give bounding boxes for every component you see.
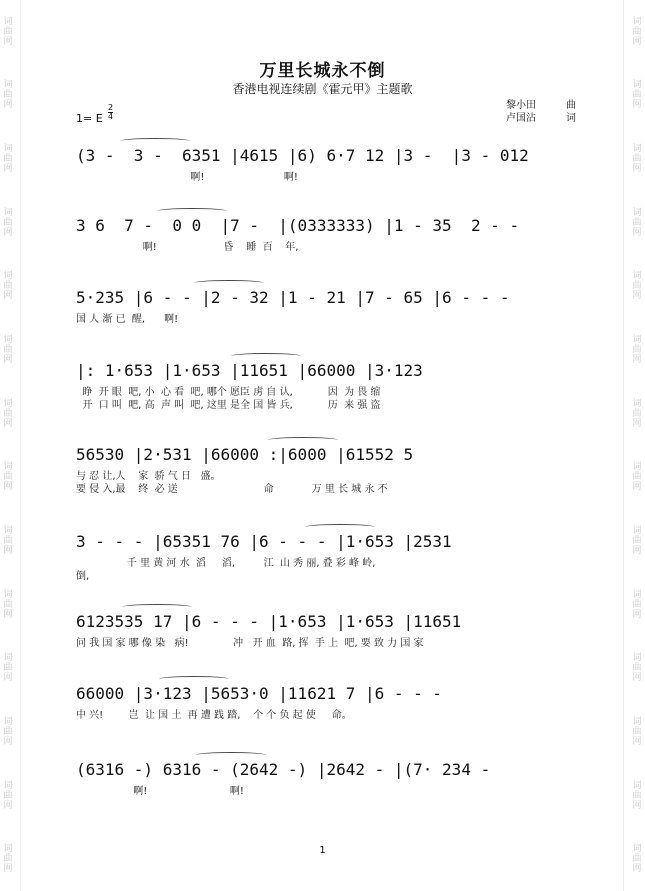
notation-line: 6123535 17 |6 - - - |1·653 |1·653 |11651 <box>76 612 462 631</box>
watermark-char: 网 <box>632 100 642 111</box>
notation-line: 66000 |3·123 |5653·0 |11621 7 |6 - - - <box>76 684 443 703</box>
watermark-char: 网 <box>632 609 642 620</box>
watermark-char: 曲 <box>632 217 642 228</box>
watermark-group <box>3 462 12 492</box>
notation-line: 3 6 7 - 0 0 |7 - |(0333333) |1 - 35 2 - - <box>76 216 520 235</box>
notation-line: 56530 |2·531 |66000 :|6000 |61552 5 <box>76 445 414 464</box>
watermark-char: 词 <box>632 271 642 282</box>
watermark-char: 曲 <box>632 281 642 292</box>
song-title: 万里长城永不倒 <box>259 61 386 81</box>
watermark-char: 词 <box>632 144 642 155</box>
watermark-char: 网 <box>3 355 13 366</box>
watermark-char: 网 <box>3 482 13 493</box>
notation-line: (3 - 3 - 6351 |4615 |6) 6·7 12 |3 - |3 - 012 <box>76 146 529 165</box>
watermark-group <box>632 399 641 429</box>
time-signature-denominator: 4 <box>108 112 114 121</box>
watermark-char: 网 <box>3 227 13 238</box>
watermark-group <box>3 590 12 620</box>
watermark-left <box>0 0 16 891</box>
watermark-char: 网 <box>3 609 13 620</box>
lyric-line: 与 忍 让,人 家 骄 气 日 盛。 <box>76 471 221 482</box>
watermark-char: 词 <box>632 398 642 409</box>
watermark-char: 词 <box>632 525 642 536</box>
watermark-char: 网 <box>3 673 13 684</box>
watermark-group <box>632 335 641 365</box>
watermark-char: 网 <box>632 736 642 747</box>
notation-line: 3 - - - |65351 76 |6 - - - |1·653 |2531 <box>76 532 452 551</box>
lyricist-credit <box>506 112 576 125</box>
watermark-char: 网 <box>3 864 13 875</box>
watermark-char: 曲 <box>632 790 642 801</box>
watermark-char: 词 <box>3 144 13 155</box>
watermark-char: 曲 <box>632 854 642 865</box>
watermark-group <box>3 526 12 556</box>
watermark-char: 词 <box>3 335 13 346</box>
watermark-char: 曲 <box>632 26 642 37</box>
watermark-char: 曲 <box>3 790 13 801</box>
watermark-char: 词 <box>3 80 13 91</box>
watermark-char: 网 <box>3 100 13 111</box>
watermark-char: 词 <box>632 780 642 791</box>
watermark-char: 网 <box>632 291 642 302</box>
slur-mark <box>122 604 192 610</box>
watermark-char: 网 <box>632 36 642 47</box>
watermark-char: 词 <box>632 844 642 855</box>
watermark-char: 词 <box>632 335 642 346</box>
composer-name: 黎小田 <box>506 100 536 111</box>
watermark-char: 网 <box>632 355 642 366</box>
watermark-group <box>3 335 12 365</box>
watermark-group <box>632 17 641 47</box>
song-subtitle: 香港电视连续剧《霍元甲》主题歌 <box>232 82 413 96</box>
lyric-line: 啊! 啊! <box>76 172 298 183</box>
watermark-char: 曲 <box>3 726 13 737</box>
watermark-char: 曲 <box>3 408 13 419</box>
watermark-char: 曲 <box>3 281 13 292</box>
slur-mark <box>194 280 264 286</box>
slur-mark <box>120 138 190 144</box>
lyric-line: 睁 开 眼 吧, 小 心 看 吧, 哪个 愿臣 虏 自 认, 因 为 畏 缩 <box>76 387 381 398</box>
lyric-line: 倒, <box>76 571 90 582</box>
watermark-group <box>632 271 641 301</box>
watermark-char: 网 <box>632 227 642 238</box>
watermark-char: 网 <box>632 673 642 684</box>
watermark-char: 网 <box>632 164 642 175</box>
composer-credit <box>506 99 576 112</box>
lyric-line: 啊! 啊! <box>76 786 244 797</box>
watermark-char: 曲 <box>632 599 642 610</box>
watermark-char: 网 <box>3 164 13 175</box>
lyric-line: 问 我 国 家 哪 像 染 病! 冲 开 血 路, 挥 手 上 吧, 要 致 力 国 家 <box>76 638 424 649</box>
watermark-char: 网 <box>3 800 13 811</box>
watermark-char: 曲 <box>632 726 642 737</box>
watermark-char: 曲 <box>632 345 642 356</box>
watermark-group <box>632 590 641 620</box>
lyric-line: 国 人 渐 已 醒, 啊! <box>76 314 179 325</box>
slur-mark <box>159 676 229 682</box>
watermark-char: 词 <box>632 16 642 27</box>
watermark-char: 网 <box>632 800 642 811</box>
watermark-group <box>632 526 641 556</box>
watermark-right <box>629 0 645 891</box>
watermark-char: 曲 <box>3 90 13 101</box>
watermark-char: 网 <box>632 418 642 429</box>
watermark-char: 网 <box>3 291 13 302</box>
watermark-char: 曲 <box>3 345 13 356</box>
watermark-char: 曲 <box>3 599 13 610</box>
watermark-char: 词 <box>3 462 13 473</box>
watermark-char: 网 <box>3 418 13 429</box>
watermark-char: 词 <box>3 716 13 727</box>
watermark-char: 词 <box>632 207 642 218</box>
watermark-char: 词 <box>632 653 642 664</box>
watermark-char: 曲 <box>632 535 642 546</box>
watermark-char: 网 <box>632 864 642 875</box>
watermark-char: 词 <box>3 271 13 282</box>
watermark-group <box>3 781 12 811</box>
key-signature: 1= E <box>76 112 103 125</box>
watermark-group <box>3 717 12 747</box>
watermark-group <box>3 399 12 429</box>
notation-line: (6316 -) 6316 - (2642 -) |2642 - |(7· 234 - <box>76 760 491 779</box>
watermark-char: 网 <box>3 736 13 747</box>
watermark-char: 曲 <box>3 26 13 37</box>
watermark-char: 词 <box>3 525 13 536</box>
lyric-line: 啊! 昏 睡 百 年, <box>76 242 299 253</box>
slur-mark <box>268 437 338 443</box>
credits <box>506 99 576 125</box>
watermark-char: 词 <box>3 398 13 409</box>
watermark-char: 曲 <box>3 154 13 165</box>
watermark-char: 网 <box>3 36 13 47</box>
composer-role: 曲 <box>566 100 576 111</box>
watermark-char: 曲 <box>632 663 642 674</box>
watermark-group <box>632 717 641 747</box>
notation-line: |: 1·653 |1·653 |11651 |66000 |3·123 <box>76 361 423 380</box>
slur-mark <box>157 208 227 214</box>
page-number: 1 <box>319 845 326 856</box>
watermark-group <box>632 653 641 683</box>
watermark-group <box>3 17 12 47</box>
watermark-char: 词 <box>632 462 642 473</box>
watermark-char: 曲 <box>632 408 642 419</box>
watermark-char: 曲 <box>3 217 13 228</box>
watermark-char: 网 <box>632 545 642 556</box>
watermark-char: 曲 <box>632 154 642 165</box>
watermark-char: 曲 <box>3 854 13 865</box>
watermark-char: 曲 <box>3 535 13 546</box>
watermark-group <box>632 144 641 174</box>
watermark-group <box>3 208 12 238</box>
watermark-char: 词 <box>3 844 13 855</box>
watermark-group <box>632 462 641 492</box>
watermark-group <box>632 208 641 238</box>
lyric-line: 中 兴! 岂 让 国 土 再 遭 践 踏, 个 个 负 起 使 命。 <box>76 710 352 721</box>
slur-mark <box>196 752 266 758</box>
watermark-char: 曲 <box>3 663 13 674</box>
notation-line: 5·235 |6 - - |2 - 32 |1 - 21 |7 - 65 |6 - - - <box>76 288 510 307</box>
time-signature-numerator: 2 <box>108 103 114 112</box>
watermark-group <box>3 271 12 301</box>
watermark-char: 词 <box>632 80 642 91</box>
watermark-group <box>632 781 641 811</box>
slur-mark <box>305 524 375 530</box>
watermark-char: 词 <box>3 653 13 664</box>
watermark-char: 词 <box>632 589 642 600</box>
lyric-line: 开 口 叫 吧, 高 声 叫 吧, 这里 是全 国 皆 兵, 历 来 强 盗 <box>76 400 381 411</box>
watermark-char: 曲 <box>3 472 13 483</box>
time-signature <box>108 104 113 121</box>
watermark-char: 词 <box>3 16 13 27</box>
slur-mark <box>231 353 301 359</box>
lyric-line: 要 侵 入,最 终 必 送 命 万 里 长 城 永 不 <box>76 484 388 495</box>
lyric-line: 千 里 黄 河 水 滔 滔, 江 山 秀 丽, 叠 彩 峰 岭, <box>76 558 376 569</box>
watermark-char: 网 <box>632 482 642 493</box>
watermark-char: 词 <box>3 589 13 600</box>
watermark-char: 词 <box>632 716 642 727</box>
watermark-group <box>3 144 12 174</box>
watermark-char: 网 <box>3 545 13 556</box>
watermark-char: 词 <box>3 780 13 791</box>
lyricist-name: 卢国沾 <box>506 113 536 124</box>
watermark-char: 曲 <box>632 90 642 101</box>
watermark-group <box>3 653 12 683</box>
lyricist-role: 词 <box>566 113 576 124</box>
watermark-char: 词 <box>3 207 13 218</box>
watermark-char: 曲 <box>632 472 642 483</box>
